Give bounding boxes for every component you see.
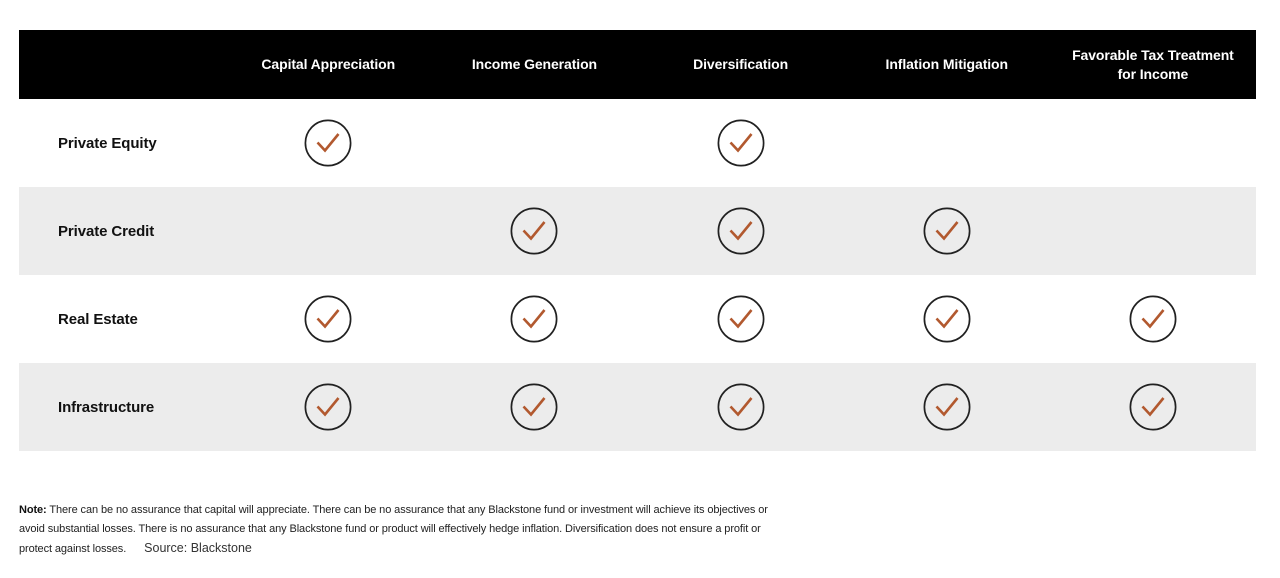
check-cell [638,187,844,275]
footnote-line-3 [19,539,809,559]
check-cell [431,363,637,451]
check-icon [1129,295,1177,343]
check-cell [844,275,1050,363]
check-icon [1129,383,1177,431]
check-cell [1050,275,1256,363]
check-icon [923,383,971,431]
column-header-label: Diversification [693,56,789,73]
check-cell [638,275,844,363]
check-icon [304,295,352,343]
table-row-real-estate [19,275,1256,363]
column-header-income-generation [431,30,637,99]
check-cell [1050,99,1256,187]
column-header-capital-appreciation [225,30,431,99]
row-label: Private Credit [58,222,155,240]
column-header-favorable-tax [1050,30,1256,99]
footnote-line-1 [19,501,809,520]
table-row-infrastructure [19,363,1256,451]
check-icon [717,207,765,255]
check-icon [717,295,765,343]
source-text: Source: Blackstone [144,541,252,555]
check-cell [844,187,1050,275]
footnote-text: protect against losses. [19,543,127,555]
check-cell [844,363,1050,451]
check-icon [304,119,352,167]
check-icon [717,383,765,431]
column-header-diversification [638,30,844,99]
check-icon [510,207,558,255]
check-cell [225,99,431,187]
footnote-text: There can be no assurance that capital will appreciate. There can be no assurance that any Blackstone fund or investment will achieve its objectives or [46,504,768,516]
table-row-private-equity [19,99,1256,187]
check-cell [431,275,637,363]
check-cell [431,187,637,275]
check-cell [431,99,637,187]
table-header-row [19,30,1256,99]
check-cell [1050,187,1256,275]
column-header-label: Inflation Mitigation [885,56,1008,73]
asset-class-benefits-table [19,30,1256,451]
header-cell-spacer [19,30,225,99]
column-header-label: Capital Appreciation [261,56,396,73]
check-cell [844,99,1050,187]
check-icon [717,119,765,167]
check-icon [923,295,971,343]
check-cell [638,99,844,187]
check-cell [225,363,431,451]
footnote-line-2: avoid substantial losses. There is no assurance that any Blackstone fund or product will effectively hedge inflation. Diversification does not ensure a profit or [19,523,761,535]
check-icon [510,383,558,431]
check-icon [510,295,558,343]
footnote [19,501,809,559]
row-label: Private Equity [58,134,157,152]
check-cell [225,187,431,275]
row-label: Infrastructure [58,398,155,416]
column-header-label: Favorable Tax Treatment for Income [1072,47,1234,82]
column-header-inflation-mitigation [844,30,1050,99]
check-cell [225,275,431,363]
check-cell [638,363,844,451]
column-header-label: Income Generation [471,56,597,73]
check-icon [304,383,352,431]
row-label: Real Estate [58,310,138,328]
note-label: Note: [19,504,47,516]
table-row-private-credit [19,187,1256,275]
check-cell [1050,363,1256,451]
check-icon [923,207,971,255]
